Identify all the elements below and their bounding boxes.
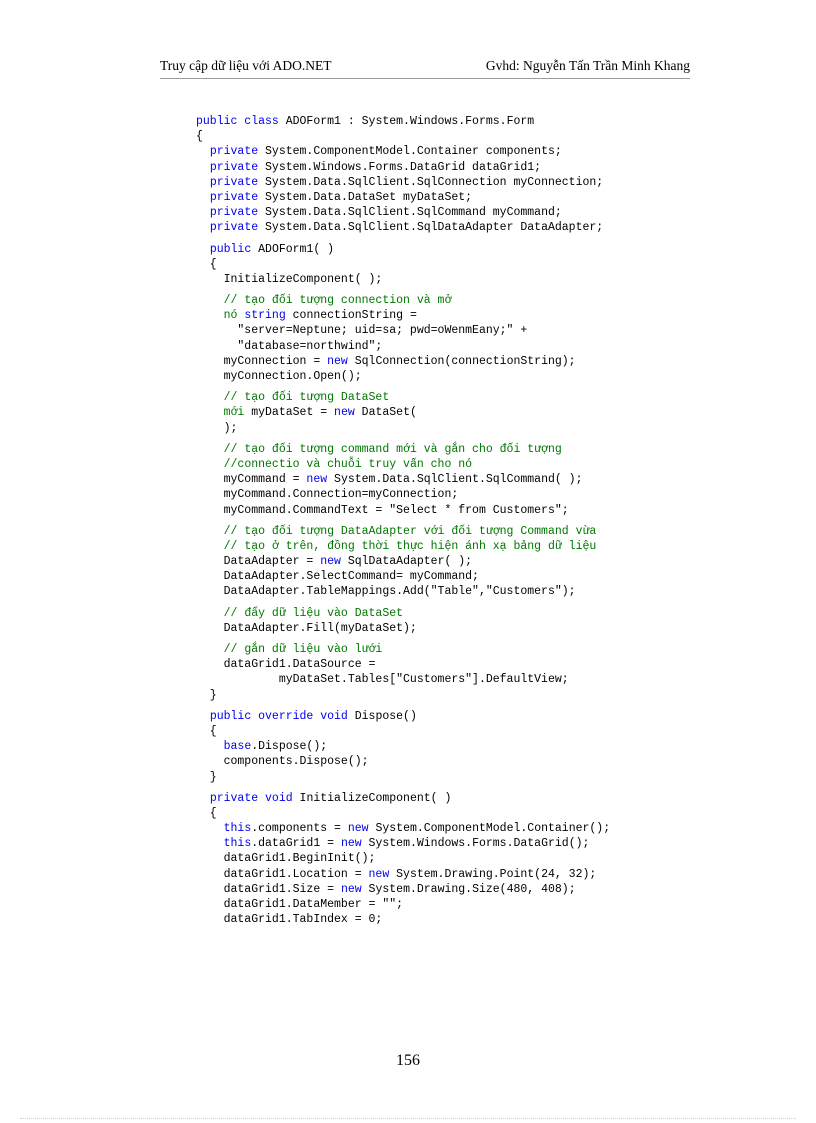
code-comment: // tạo ở trên, đồng thời thực hiện ánh xạ bảng dữ liệu	[223, 539, 597, 553]
code-line	[196, 882, 796, 897]
code-line	[196, 175, 796, 190]
code-keyword: new	[327, 354, 348, 368]
code-line	[196, 205, 796, 220]
code-text: {	[196, 806, 217, 820]
code-line	[196, 569, 796, 584]
code-text: "database=northwind";	[196, 339, 383, 353]
code-line	[196, 242, 796, 257]
code-text: System.Data.SqlClient.SqlCommand myCommand;	[258, 206, 562, 220]
code-comment: // gắn dữ liệu vào lưới	[223, 643, 383, 656]
code-text: InitializeComponent( );	[196, 272, 383, 286]
code-keyword: new	[320, 555, 341, 569]
code-keyword: base	[223, 740, 252, 754]
code-comment: nó	[223, 309, 245, 323]
code-text: {	[196, 724, 217, 738]
code-text	[196, 740, 224, 753]
code-line	[196, 293, 796, 308]
code-line	[196, 821, 796, 836]
code-keyword: public override void	[209, 709, 348, 723]
code-text: }	[196, 770, 217, 784]
code-line	[196, 912, 796, 927]
code-text: DataAdapter.TableMappings.Add("Table","Customers");	[196, 585, 576, 599]
code-line	[196, 642, 796, 657]
code-line	[196, 354, 796, 369]
code-text	[196, 822, 224, 835]
code-text: dataGrid1.BeginInit();	[196, 852, 376, 866]
code-text: .components =	[251, 822, 348, 836]
code-text: System.ComponentModel.Container components;	[258, 145, 562, 159]
code-text	[196, 176, 210, 189]
code-keyword: new	[334, 406, 355, 420]
page-number: 156	[396, 1052, 420, 1069]
code-line	[196, 524, 796, 539]
code-line	[196, 390, 796, 405]
code-comment: // tạo đối tượng connection và mở	[223, 294, 452, 308]
code-text: .dataGrid1 =	[251, 837, 341, 851]
code-line	[196, 724, 796, 739]
code-line	[196, 606, 796, 621]
code-line	[196, 487, 796, 502]
code-line	[196, 503, 796, 518]
code-text: DataAdapter.Fill(myDataSet);	[196, 621, 417, 635]
code-text: System.ComponentModel.Container();	[368, 822, 611, 836]
code-text	[196, 145, 210, 158]
code-text	[196, 161, 210, 174]
code-line	[196, 621, 796, 636]
code-line	[196, 308, 796, 323]
code-line	[196, 657, 796, 672]
code-text: System.Drawing.Point(24, 32);	[389, 867, 597, 881]
code-line	[196, 754, 796, 769]
code-line	[196, 791, 796, 806]
code-text	[196, 607, 224, 620]
code-text	[196, 443, 224, 456]
code-line	[196, 129, 796, 144]
code-line	[196, 190, 796, 205]
code-keyword: new	[347, 822, 369, 836]
code-text: System.Data.SqlClient.SqlCommand( );	[327, 473, 583, 487]
code-text: {	[196, 257, 217, 271]
code-text	[196, 294, 224, 307]
code-text	[196, 710, 210, 723]
code-line	[196, 457, 796, 472]
code-text: components.Dispose();	[196, 755, 369, 769]
code-text: dataGrid1.Size =	[196, 882, 341, 896]
code-listing	[196, 114, 796, 927]
code-text: System.Drawing.Size(480, 408);	[361, 882, 576, 896]
code-line	[196, 405, 796, 420]
code-text: myConnection.Open();	[196, 370, 362, 383]
code-line	[196, 472, 796, 487]
code-line	[196, 220, 796, 235]
code-text: SqlConnection(connectionString);	[347, 354, 576, 368]
code-line	[196, 739, 796, 754]
code-line	[196, 867, 796, 882]
code-keyword: new	[368, 867, 390, 881]
code-text: connectionString =	[285, 309, 417, 323]
bottom-divider	[20, 1118, 796, 1119]
code-line	[196, 806, 796, 821]
code-text: );	[196, 421, 238, 435]
code-line	[196, 442, 796, 457]
code-text	[196, 792, 210, 805]
code-text: dataGrid1.Location =	[196, 867, 369, 881]
code-text: myCommand.Connection=myConnection;	[196, 488, 459, 502]
code-line	[196, 709, 796, 724]
code-text	[196, 221, 210, 234]
code-line	[196, 851, 796, 866]
code-text: "server=Neptune; uid=sa; pwd=oWenmEany;" +	[196, 324, 528, 338]
code-text: myConnection =	[196, 354, 328, 368]
code-text: System.Windows.Forms.DataGrid dataGrid1;	[258, 160, 542, 174]
code-text: dataGrid1.DataMember = "";	[196, 898, 404, 911]
code-line	[196, 272, 796, 287]
code-comment: // đẩy dữ liệu vào DataSet	[223, 606, 404, 620]
code-line	[196, 770, 796, 785]
header-title: Truy cập dữ liệu với ADO.NET	[160, 58, 332, 73]
code-text: System.Data.SqlClient.SqlDataAdapter DataAdapter;	[258, 221, 604, 235]
code-keyword: private	[209, 175, 259, 189]
code-text: InitializeComponent( )	[292, 791, 452, 805]
code-text: myCommand.CommandText = "Select * from Customers";	[196, 503, 569, 517]
code-line	[196, 421, 796, 436]
code-line	[196, 836, 796, 851]
code-text: System.Data.DataSet myDataSet;	[258, 190, 473, 204]
code-text: DataAdapter.SelectCommand= myCommand;	[196, 570, 479, 584]
code-text	[196, 643, 224, 656]
code-line	[196, 897, 796, 912]
code-keyword: this	[223, 822, 252, 836]
code-text: System.Windows.Forms.DataGrid();	[361, 837, 590, 851]
code-text	[196, 191, 210, 204]
code-comment: mới	[223, 406, 245, 420]
code-line	[196, 114, 796, 129]
code-line	[196, 584, 796, 599]
code-line	[196, 160, 796, 175]
code-text: System.Data.SqlClient.SqlConnection myConnection;	[258, 175, 604, 189]
code-text: DataSet(	[354, 406, 417, 420]
code-text	[196, 406, 224, 419]
code-text: myCommand =	[196, 473, 307, 487]
code-keyword: string	[244, 309, 286, 323]
code-keyword: new	[306, 473, 328, 487]
code-line	[196, 323, 796, 338]
code-text: myDataSet.Tables["Customers"].DefaultView;	[196, 673, 569, 687]
code-text	[196, 206, 210, 219]
code-keyword: public	[209, 242, 252, 256]
code-line	[196, 688, 796, 703]
code-text	[196, 837, 224, 850]
code-text: SqlDataAdapter( );	[340, 555, 473, 569]
code-line	[196, 369, 796, 384]
code-keyword: private	[209, 190, 259, 204]
code-keyword: private	[209, 221, 259, 235]
code-text	[196, 540, 224, 553]
code-text: ADOForm1 : System.Windows.Forms.Form	[278, 115, 535, 128]
code-keyword: this	[223, 837, 252, 851]
code-text: Dispose()	[347, 709, 417, 723]
code-text	[196, 525, 224, 538]
code-line	[196, 339, 796, 354]
code-line	[196, 539, 796, 554]
code-text: ADOForm1( )	[251, 242, 335, 256]
code-line	[196, 554, 796, 569]
code-keyword: private	[209, 160, 259, 174]
code-text	[196, 458, 224, 471]
code-comment: // tạo đối tượng DataSet	[223, 391, 390, 405]
code-line	[196, 144, 796, 159]
code-keyword: private	[209, 206, 259, 220]
code-keyword: public class	[196, 115, 279, 128]
code-keyword: new	[340, 837, 362, 851]
code-text: {	[196, 130, 203, 144]
code-line	[196, 257, 796, 272]
code-text	[196, 243, 210, 256]
code-text: .Dispose();	[251, 740, 328, 754]
code-text: dataGrid1.TabIndex = 0;	[196, 913, 383, 927]
code-text: }	[196, 688, 217, 702]
code-keyword: private	[209, 145, 259, 159]
code-keyword: new	[340, 882, 362, 896]
code-comment: // tạo đối tượng command mới và gắn cho đối tượng	[223, 442, 562, 456]
code-comment: // tạo đối tượng DataAdapter với đối tượng Command vừa	[223, 524, 597, 538]
code-text	[196, 309, 224, 322]
header-instructor: Gvhd: Nguyễn Tấn Trần Minh Khang	[485, 58, 690, 73]
page-header	[160, 56, 690, 79]
code-keyword: private void	[209, 791, 293, 805]
code-line	[196, 672, 796, 687]
code-text: DataAdapter =	[196, 555, 321, 569]
code-comment: //connectio và chuỗi truy vấn cho nó	[223, 457, 473, 471]
code-text: myDataSet =	[244, 406, 335, 420]
code-text	[196, 391, 224, 404]
code-text: dataGrid1.DataSource =	[196, 658, 376, 672]
